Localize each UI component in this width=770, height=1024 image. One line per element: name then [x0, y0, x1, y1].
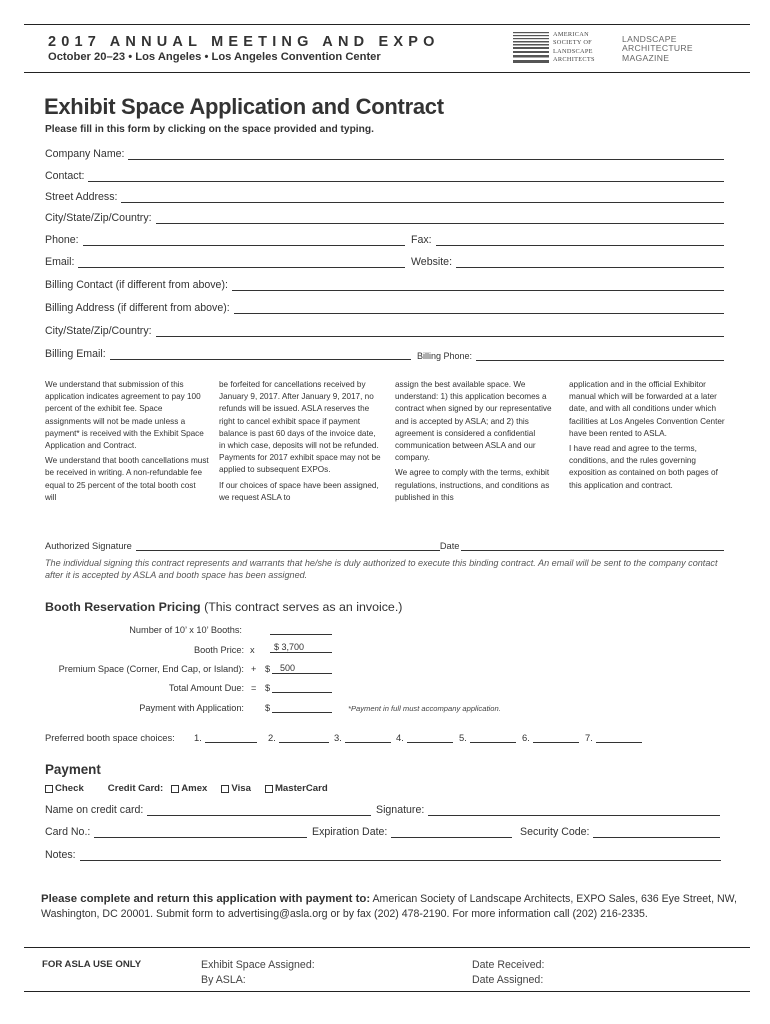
terms-paragraph: assign the best available space. We understand: 1) this application becomes a contract when signed by our representative and is accepted by ASLA; and 2) this agreement is considered a confidential communication between ASLA and our company.	[395, 380, 552, 463]
choice-number: 7.	[585, 732, 593, 743]
company-name-field[interactable]	[45, 146, 724, 160]
email-label: Email:	[45, 256, 75, 268]
contact-field[interactable]	[45, 168, 724, 182]
terms-paragraph: I have read and agree to the terms, conditions, and the rules governing exposition as contained on both pages of this application and contract.	[569, 444, 718, 490]
website-label: Website:	[411, 256, 453, 268]
billing-email-input[interactable]	[110, 350, 411, 360]
notes-field[interactable]	[45, 847, 721, 861]
street-label: Street Address:	[45, 191, 118, 203]
exhibit-space-assigned-label: Exhibit Space Assigned:	[201, 959, 315, 971]
office-use-col-1	[201, 958, 315, 987]
phone-field[interactable]	[45, 232, 405, 246]
card-signature-input[interactable]	[428, 806, 720, 816]
fax-field[interactable]	[411, 232, 724, 246]
preferred-choice-5[interactable]	[459, 732, 516, 743]
email-field[interactable]	[45, 254, 405, 268]
terms-paragraph: We agree to comply with the terms, exhibit regulations, instructions, and conditions as published in this	[395, 468, 550, 502]
fax-label: Fax:	[411, 234, 432, 246]
booth-price-input[interactable]: $ 3,700	[270, 642, 332, 653]
org-line: LANDSCAPE	[553, 47, 593, 55]
choice-number: 2.	[268, 732, 276, 743]
contact-label: Contact:	[45, 170, 85, 182]
choice-input[interactable]	[596, 734, 642, 743]
card-number-field[interactable]	[45, 824, 307, 838]
visa-checkbox[interactable]	[221, 785, 229, 793]
header-rule	[24, 72, 750, 73]
mastercard-checkbox[interactable]	[265, 785, 273, 793]
premium-input[interactable]: 500	[272, 663, 332, 674]
billing-contact-input[interactable]	[232, 281, 724, 291]
company-name-input[interactable]	[128, 150, 724, 160]
payment-method-row	[45, 783, 328, 794]
org-line: SOCIETY OF	[553, 39, 592, 47]
choice-number: 3.	[334, 732, 342, 743]
total-due-label: Total Amount Due:	[168, 683, 244, 693]
name-on-card-label: Name on credit card:	[45, 804, 144, 816]
preferred-choice-6[interactable]	[522, 732, 579, 743]
street-field[interactable]	[45, 189, 724, 203]
amex-label: Amex	[181, 783, 208, 794]
phone-label: Phone:	[45, 234, 79, 246]
total-due-input[interactable]	[272, 682, 332, 693]
payment-note: *Payment in full must accompany application.	[348, 704, 501, 713]
magazine-line: LANDSCAPE	[622, 34, 677, 44]
signature-disclaimer: The individual signing this contract represents and warrants that he/she is duly authorized to execute this binding contract. An email will be sent to the company contact after it is accepted by ASLA and booth space has been assigned.	[45, 558, 718, 581]
org-line: AMERICAN	[553, 31, 589, 38]
choice-number: 1.	[194, 732, 202, 743]
security-code-label: Security Code:	[520, 826, 590, 838]
return-body: American Society of Landscape Architects, EXPO Sales, 636 Eye Street, NW, Washington, DC 20001. Submit form to advertising@asla.org or by fax (202) 478-2190. For more information call (202) 216-2335.	[41, 893, 737, 920]
billing-email-field[interactable]	[45, 346, 411, 360]
office-use-col-2	[472, 958, 544, 987]
choice-number: 6.	[522, 732, 530, 743]
expiration-label: Expiration Date:	[312, 826, 388, 838]
booth-price-label: Booth Price:	[193, 645, 244, 655]
date-assigned-label: Date Assigned:	[472, 973, 544, 986]
phone-input[interactable]	[83, 236, 405, 246]
check-label: Check	[55, 783, 84, 794]
card-signature-field[interactable]	[376, 802, 720, 816]
magazine-name	[622, 35, 693, 63]
preferred-choice-7[interactable]	[585, 732, 642, 743]
card-number-input[interactable]	[94, 828, 307, 838]
website-field[interactable]	[411, 254, 724, 268]
notes-label: Notes:	[45, 849, 76, 861]
top-rule	[24, 24, 750, 25]
org-line: ARCHITECTS	[553, 56, 595, 64]
date-label: Date	[439, 541, 460, 551]
num-booths-label: Number of 10’ x 10’ Booths:	[129, 625, 242, 635]
billing-phone-input[interactable]	[476, 351, 724, 361]
terms-column-1	[45, 379, 209, 507]
billing-address-label: Billing Address (if different from above):	[45, 302, 230, 314]
notes-input[interactable]	[80, 851, 721, 861]
terms-column-3	[395, 379, 559, 507]
choice-input[interactable]	[205, 734, 257, 743]
amex-checkbox[interactable]	[171, 785, 179, 793]
visa-label: Visa	[231, 783, 251, 794]
office-use-label: FOR ASLA USE ONLY	[42, 959, 142, 970]
choice-input[interactable]	[533, 734, 579, 743]
total-operator: =	[251, 683, 257, 693]
terms-paragraph: be forfeited for cancellations received by January 9, 2017. After January 9, 2017, no refunds will be issued. ASLA reserves the right to cancel exhibit space if payment balance is past 60 days of the invoice date, in which case, deposits will not be refunded. Payments for 2017 exhibit space may not be applied to subsequent EXPOs.	[219, 380, 381, 475]
terms-paragraph: We understand that submission of this application indicates agreement to pay 100 percent of the exhibit fee. Space assignments will not be made unless a payment* is received with the Exhibit Space Application and Contract.	[45, 380, 204, 451]
billing-city-label: City/State/Zip/Country:	[45, 325, 152, 337]
office-use-bottom-rule	[24, 991, 750, 992]
website-input[interactable]	[456, 258, 724, 268]
num-booths-input[interactable]	[270, 624, 332, 635]
choice-input[interactable]	[470, 734, 516, 743]
magazine-line: MAGAZINE	[622, 52, 670, 63]
event-title: 2017 ANNUAL MEETING AND EXPO	[48, 34, 440, 50]
return-instructions	[41, 892, 741, 922]
pricing-heading	[45, 600, 402, 614]
payment-with-application-input[interactable]	[272, 702, 332, 713]
billing-contact-label: Billing Contact (if different from above):	[45, 279, 228, 291]
preferred-choice-3[interactable]	[334, 732, 391, 743]
card-number-label: Card No.:	[45, 826, 91, 838]
card-signature-label: Signature:	[376, 804, 425, 816]
asla-org-name	[553, 31, 595, 65]
booth-price-operator: x	[250, 645, 255, 655]
company-name-label: Company Name:	[45, 148, 125, 160]
name-on-card-field[interactable]	[45, 802, 371, 816]
mastercard-label: MasterCard	[274, 783, 328, 794]
contact-input[interactable]	[88, 172, 724, 182]
premium-currency: $	[265, 664, 271, 674]
terms-paragraph: If our choices of space have been assigned, we request ASLA to	[219, 480, 379, 502]
billing-email-label: Billing Email:	[45, 348, 106, 360]
preferred-choice-4[interactable]	[396, 732, 453, 743]
date-received-label: Date Received:	[472, 959, 545, 971]
check-checkbox[interactable]	[45, 785, 53, 793]
pricing-heading-title: Booth Reservation Pricing	[45, 600, 201, 614]
terms-column-2	[219, 379, 383, 507]
billing-city-input[interactable]	[156, 327, 724, 337]
security-code-field[interactable]	[520, 824, 720, 838]
return-lead: Please complete and return this application with payment to:	[41, 893, 371, 905]
choice-number: 5.	[459, 732, 467, 743]
street-input[interactable]	[121, 193, 724, 203]
total-currency: $	[265, 683, 271, 693]
premium-space-label: Premium Space (Corner, End Cap, or Island):	[58, 664, 244, 674]
authorized-signature-row[interactable]	[45, 537, 724, 551]
payment-heading: Payment	[45, 762, 101, 777]
event-subtitle: October 20–23 • Los Angeles • Los Angeles Convention Center	[48, 51, 381, 63]
authorized-signature-label: Authorized Signature	[45, 541, 132, 551]
choice-input[interactable]	[345, 734, 391, 743]
date-input[interactable]	[461, 541, 724, 551]
preferred-choice-2[interactable]	[268, 732, 329, 743]
payment-currency: $	[265, 703, 271, 713]
city-label: City/State/Zip/Country:	[45, 212, 152, 224]
choice-input[interactable]	[279, 734, 329, 743]
credit-card-label: Credit Card:	[107, 783, 164, 794]
city-input[interactable]	[156, 214, 724, 224]
billing-phone-label: Billing Phone:	[417, 351, 473, 361]
preferred-choice-1[interactable]	[194, 732, 257, 743]
billing-address-field[interactable]	[45, 300, 724, 314]
form-intro: Please fill in this form by clicking on the space provided and typing.	[45, 124, 374, 135]
security-code-input[interactable]	[593, 828, 720, 838]
pricing-heading-suffix: (This contract serves as an invoice.)	[204, 600, 403, 614]
terms-paragraph: application and in the official Exhibitor manual which will be forwarded at a later date, and with all conditions under which facilities at Los Angeles Convention Center have been rented to ASLA.	[569, 380, 725, 438]
preferred-booth-label: Preferred booth space choices:	[45, 732, 175, 743]
billing-address-input[interactable]	[234, 304, 724, 314]
choice-number: 4.	[396, 732, 404, 743]
choice-input[interactable]	[407, 734, 453, 743]
name-on-card-input[interactable]	[147, 806, 371, 816]
office-use-top-rule	[24, 947, 750, 948]
payment-with-application-label: Payment with Application:	[139, 703, 244, 713]
email-input[interactable]	[78, 258, 405, 268]
city-field[interactable]	[45, 210, 724, 224]
asla-logo-icon	[513, 30, 549, 66]
terms-paragraph: We understand that booth cancellations must be received in writing. A non-refundable fee equal to 25 percent of the total booth cost will	[45, 456, 209, 502]
expiration-field[interactable]	[312, 824, 512, 838]
form-title: Exhibit Space Application and Contract	[44, 94, 444, 119]
by-asla-label: By ASLA:	[201, 973, 246, 986]
billing-phone-field[interactable]	[417, 347, 724, 361]
premium-operator: +	[251, 664, 257, 674]
magazine-line: ARCHITECTURE	[622, 43, 693, 54]
billing-city-field[interactable]	[45, 323, 724, 337]
authorized-signature-input[interactable]	[136, 541, 440, 551]
expiration-input[interactable]	[391, 828, 512, 838]
fax-input[interactable]	[436, 236, 724, 246]
billing-contact-field[interactable]	[45, 277, 724, 291]
terms-column-4	[569, 379, 729, 495]
